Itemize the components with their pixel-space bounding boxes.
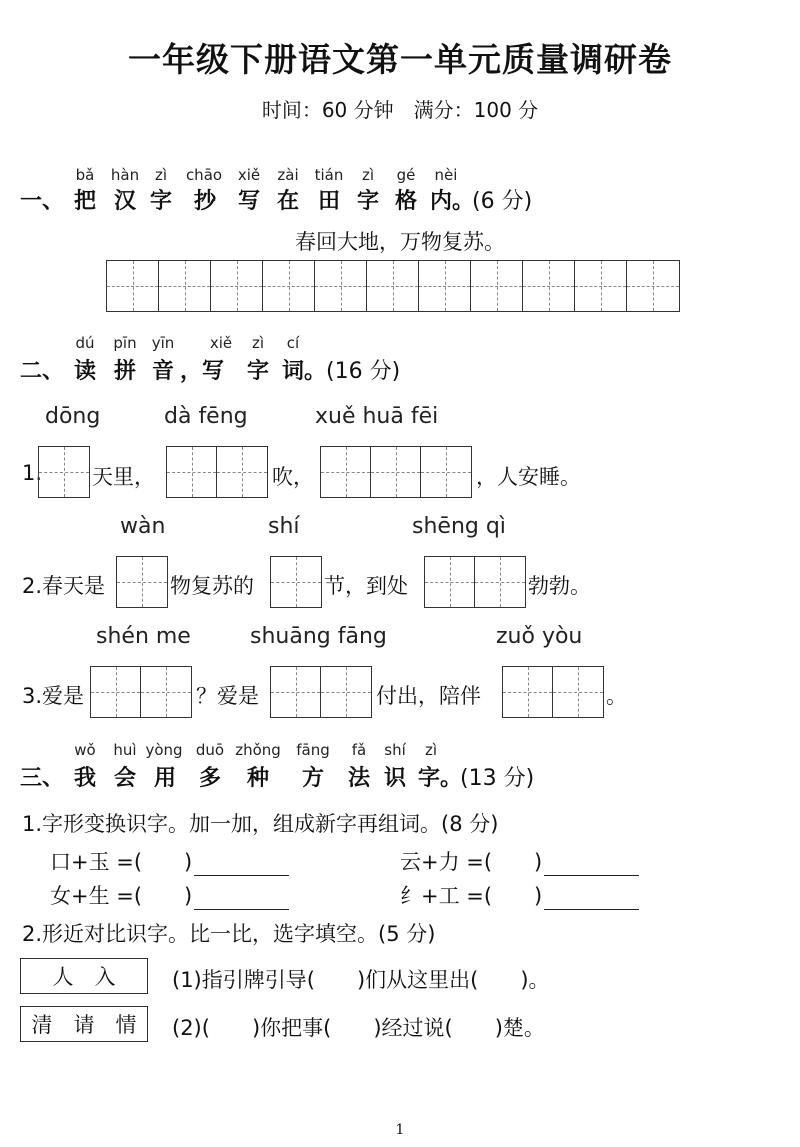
- pinyin: gé: [396, 166, 416, 184]
- pinyin: yòng: [145, 741, 183, 759]
- heading-char: 内。: [430, 189, 475, 214]
- answer-line[interactable]: [544, 855, 639, 876]
- heading-char: 字: [356, 189, 379, 214]
- answer-box[interactable]: [116, 556, 168, 608]
- equation-row: [400, 846, 639, 876]
- section-3-heading: [0, 761, 800, 791]
- answer-box[interactable]: [320, 446, 472, 498]
- tian-cell[interactable]: [553, 667, 603, 717]
- tian-cell[interactable]: [371, 447, 421, 497]
- sentence-text: 。: [606, 684, 627, 708]
- equation-row: [400, 880, 639, 910]
- heading-char: 多: [198, 766, 221, 791]
- pinyin: shén me: [96, 624, 191, 649]
- pinyin: duō: [195, 741, 225, 759]
- pinyin: zì: [154, 166, 168, 184]
- heading-char: 汉: [113, 189, 136, 214]
- pinyin: dōng: [45, 404, 101, 429]
- pinyin: shēng qì: [412, 514, 506, 539]
- sentence-text: 付出，陪伴: [376, 684, 481, 708]
- heading-char: 拼: [113, 359, 136, 384]
- sentence-text: 吹，: [272, 465, 314, 489]
- equation-row: [50, 880, 289, 910]
- pinyin: chāo: [185, 166, 223, 184]
- tian-cell[interactable]: [523, 261, 575, 311]
- tian-grid-row[interactable]: [106, 260, 680, 312]
- heading-char: 在: [276, 189, 299, 214]
- tian-cell[interactable]: [503, 667, 553, 717]
- pinyin: pīn: [113, 334, 137, 352]
- heading-char: 词。: [282, 359, 327, 384]
- heading-char: 字。: [418, 766, 463, 791]
- pinyin: hàn: [110, 166, 140, 184]
- heading-char: 会: [113, 766, 136, 791]
- heading-char: 字: [149, 189, 172, 214]
- tian-cell[interactable]: [321, 447, 371, 497]
- section-2-heading: [0, 354, 800, 384]
- s3-pinyin-row: [0, 741, 800, 761]
- equation: 云+力 =( ): [400, 850, 543, 874]
- question-text: 1.字形变换识字。加一加，组成新字再组词。(8 分): [22, 812, 499, 836]
- heading-char: 格: [394, 189, 417, 214]
- pinyin: dú: [75, 334, 95, 352]
- tian-cell[interactable]: [91, 667, 141, 717]
- tian-cell[interactable]: [315, 261, 367, 311]
- pinyin: zì: [361, 166, 375, 184]
- tian-cell[interactable]: [575, 261, 627, 311]
- tian-cell[interactable]: [425, 557, 475, 607]
- tian-cell[interactable]: [475, 557, 525, 607]
- tian-cell[interactable]: [141, 667, 191, 717]
- page-number: 1: [395, 1122, 405, 1138]
- heading-char: 种: [246, 766, 269, 791]
- exam-info: 时间：60 分钟 满分：100 分: [261, 98, 539, 122]
- section-1-heading: [0, 184, 800, 214]
- tian-cell[interactable]: [471, 261, 523, 311]
- tian-cell[interactable]: [419, 261, 471, 311]
- equation-row: [50, 846, 289, 876]
- answer-box[interactable]: [166, 446, 268, 498]
- equation: 纟+工 =( ): [400, 884, 543, 908]
- pinyin: nèi: [434, 166, 458, 184]
- question-number: 1.: [22, 461, 43, 485]
- copy-sentence: 春回大地，万物复苏。: [295, 230, 505, 254]
- tian-cell[interactable]: [627, 261, 679, 311]
- sentence-text: ？爱是: [196, 684, 259, 708]
- answer-box[interactable]: [38, 446, 90, 498]
- heading-char: 用: [153, 766, 176, 791]
- pinyin: xiě: [237, 166, 261, 184]
- pinyin: xuě huā fēi: [315, 404, 439, 429]
- choice-box: 清 请 情: [20, 1006, 148, 1042]
- equation: 口+玉 =( ): [50, 850, 193, 874]
- heading-char: 田: [317, 189, 340, 214]
- pinyin: shí: [384, 741, 406, 759]
- pinyin: tián: [314, 166, 344, 184]
- pinyin: huì: [113, 741, 137, 759]
- heading-char: 抄: [193, 189, 216, 214]
- page-title: 一年级下册语文第一单元质量调研卷: [128, 40, 672, 79]
- section-number: 三、: [20, 766, 65, 791]
- question-number: 2.春天是: [22, 574, 106, 598]
- tian-cell[interactable]: [321, 667, 371, 717]
- sentence-text: 节，到处: [324, 574, 408, 598]
- sentence-text: ，人安睡。: [476, 465, 581, 489]
- pinyin: xiě: [209, 334, 233, 352]
- tian-cell[interactable]: [421, 447, 471, 497]
- fill-sentence: (1)指引牌引导( )们从这里出( )。: [172, 968, 550, 992]
- pinyin: fǎ: [351, 741, 367, 759]
- tian-cell[interactable]: [159, 261, 211, 311]
- question-text: 2.形近对比识字。比一比，选字填空。(5 分): [22, 922, 436, 946]
- answer-line[interactable]: [544, 889, 639, 910]
- answer-line[interactable]: [194, 889, 289, 910]
- pinyin: shuāng fāng: [250, 624, 387, 649]
- pinyin: zài: [277, 166, 299, 184]
- tian-cell[interactable]: [211, 261, 263, 311]
- heading-char: 识: [383, 766, 406, 791]
- pinyin: fāng: [296, 741, 330, 759]
- pinyin: zì: [424, 741, 438, 759]
- heading-char: 把: [73, 189, 96, 214]
- section-score: (16 分): [326, 359, 401, 384]
- pinyin: bǎ: [75, 166, 95, 184]
- question-number: 3.爱是: [22, 684, 85, 708]
- answer-box[interactable]: [270, 666, 372, 718]
- sentence-text: 勃勃。: [528, 574, 591, 598]
- tian-cell[interactable]: [217, 447, 267, 497]
- tian-cell[interactable]: [271, 557, 321, 607]
- section-score: (6 分): [472, 189, 533, 214]
- pinyin: shí: [268, 514, 300, 539]
- pinyin: wàn: [120, 514, 166, 539]
- tian-cell[interactable]: [367, 261, 419, 311]
- pinyin: zì: [251, 334, 265, 352]
- tian-cell[interactable]: [263, 261, 315, 311]
- heading-char: 我: [73, 766, 96, 791]
- answer-box[interactable]: [424, 556, 526, 608]
- pinyin: cí: [286, 334, 300, 352]
- tian-cell[interactable]: [39, 447, 89, 497]
- section-score: (13 分): [460, 766, 535, 791]
- pinyin: zuǒ yòu: [496, 624, 583, 649]
- heading-char: 法: [347, 766, 370, 791]
- choice-box: 人 入: [20, 958, 148, 994]
- heading-char: 字: [246, 359, 269, 384]
- answer-line[interactable]: [194, 855, 289, 876]
- pinyin: dà fēng: [164, 404, 248, 429]
- section-number: 一、: [20, 189, 65, 214]
- pinyin: zhǒng: [235, 741, 281, 759]
- heading-char: 读: [73, 359, 96, 384]
- tian-cell[interactable]: [117, 557, 167, 607]
- tian-cell[interactable]: [107, 261, 159, 311]
- fill-sentence: (2)( )你把事( )经过说( )楚。: [172, 1016, 545, 1040]
- sentence-text: 天里，: [92, 465, 155, 489]
- heading-char: 写: [237, 189, 260, 214]
- tian-cell[interactable]: [271, 667, 321, 717]
- s1-pinyin-row: [0, 166, 800, 186]
- heading-char: ，写: [180, 359, 225, 384]
- section-number: 二、: [20, 359, 65, 384]
- sentence-text: 物复苏的: [170, 574, 254, 598]
- pinyin: wǒ: [74, 741, 96, 759]
- answer-box[interactable]: [90, 666, 192, 718]
- tian-cell[interactable]: [167, 447, 217, 497]
- answer-box[interactable]: [270, 556, 322, 608]
- heading-char: 方: [301, 766, 324, 791]
- pinyin: yīn: [151, 334, 175, 352]
- answer-box[interactable]: [502, 666, 604, 718]
- heading-char: 音: [151, 359, 174, 384]
- s2-pinyin-row: [0, 334, 800, 354]
- equation: 女+生 =( ): [50, 884, 193, 908]
